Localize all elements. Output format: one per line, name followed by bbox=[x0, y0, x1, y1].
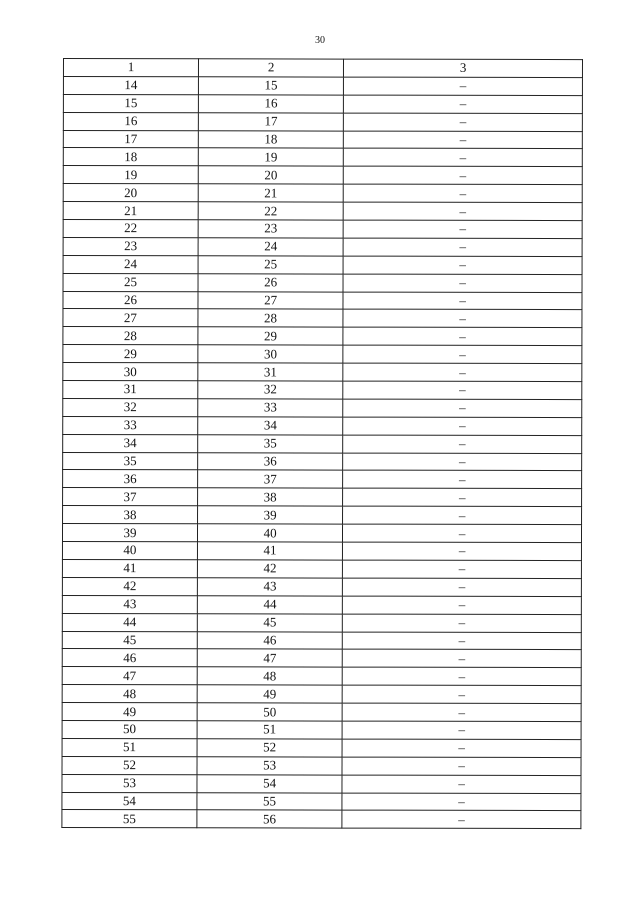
table-cell-col-2: 34 bbox=[198, 417, 343, 435]
table-row bbox=[63, 184, 582, 203]
table-cell-col-3: – bbox=[342, 667, 581, 685]
table-cell-col-3: – bbox=[342, 649, 581, 667]
table-row bbox=[63, 309, 582, 328]
table-cell-col-1: 53 bbox=[62, 774, 197, 792]
table-row bbox=[63, 291, 582, 310]
table-cell-col-1: 49 bbox=[62, 703, 197, 721]
table-cell-col-3: – bbox=[343, 327, 582, 345]
table-row bbox=[63, 381, 582, 400]
table-cell-col-1: 34 bbox=[63, 434, 198, 452]
table-cell-col-2: 45 bbox=[197, 613, 342, 631]
table-row bbox=[62, 685, 581, 704]
table-cell-col-2: 27 bbox=[198, 291, 343, 309]
header-cell-col-1: 1 bbox=[63, 59, 198, 77]
table-cell-col-2: 21 bbox=[198, 184, 343, 202]
table-cell-col-2: 42 bbox=[197, 560, 342, 578]
table-cell-col-1: 50 bbox=[62, 720, 197, 738]
table-cell-col-1: 19 bbox=[63, 166, 198, 184]
table-row bbox=[63, 94, 582, 113]
table-row bbox=[63, 363, 582, 382]
table-cell-col-1: 31 bbox=[63, 381, 198, 399]
table-cell-col-1: 37 bbox=[63, 488, 198, 506]
table-row bbox=[63, 452, 582, 471]
table-cell-col-1: 28 bbox=[63, 327, 198, 345]
table-cell-col-2: 44 bbox=[197, 596, 342, 614]
table-cell-col-3: – bbox=[343, 488, 582, 506]
table-row bbox=[62, 559, 581, 578]
table-row bbox=[62, 667, 581, 686]
table-header-row bbox=[63, 59, 582, 78]
table-row bbox=[63, 327, 582, 346]
table-cell-col-1: 26 bbox=[63, 291, 198, 309]
table-cell-col-3: – bbox=[342, 721, 581, 739]
table-cell-col-3: – bbox=[342, 703, 581, 721]
table-cell-col-3: – bbox=[343, 578, 582, 596]
table-cell-col-1: 39 bbox=[62, 524, 197, 542]
table-cell-col-3: – bbox=[343, 202, 582, 220]
table-cell-col-2: 22 bbox=[198, 202, 343, 220]
table-cell-col-2: 36 bbox=[198, 452, 343, 470]
table-cell-col-2: 17 bbox=[198, 112, 343, 130]
table-cell-col-3: – bbox=[343, 614, 582, 632]
table-cell-col-3: – bbox=[343, 310, 582, 328]
table-cell-col-2: 29 bbox=[198, 327, 343, 345]
table-row bbox=[62, 738, 581, 757]
header-cell-col-3: 3 bbox=[344, 59, 583, 77]
table-row bbox=[63, 506, 582, 525]
table-row bbox=[63, 434, 582, 453]
table-cell-col-1: 41 bbox=[62, 559, 197, 577]
table-cell-col-3: – bbox=[343, 238, 582, 256]
table-cell-col-2: 54 bbox=[197, 774, 342, 792]
header-cell-col-2: 2 bbox=[198, 59, 343, 77]
table-cell-col-3: – bbox=[343, 524, 582, 542]
table-cell-col-3: – bbox=[343, 166, 582, 184]
table-row bbox=[62, 792, 581, 811]
table-row bbox=[62, 774, 581, 793]
table-cell-col-3: – bbox=[343, 471, 582, 489]
table-cell-col-2: 25 bbox=[198, 256, 343, 274]
table-row bbox=[62, 703, 581, 722]
table-cell-col-3: – bbox=[343, 417, 582, 435]
table-cell-col-3: – bbox=[342, 739, 581, 757]
table-cell-col-2: 19 bbox=[198, 148, 343, 166]
table-row bbox=[63, 148, 582, 167]
page-number: 30 bbox=[315, 35, 325, 46]
table-cell-col-1: 14 bbox=[63, 76, 198, 94]
table-cell-col-3: – bbox=[343, 345, 582, 363]
table-cell-col-1: 55 bbox=[62, 810, 197, 828]
table-row bbox=[63, 130, 582, 149]
table-cell-col-3: – bbox=[342, 775, 581, 793]
table-row bbox=[62, 649, 581, 668]
table-cell-col-1: 46 bbox=[62, 649, 197, 667]
table-cell-col-1: 38 bbox=[63, 506, 198, 524]
table-cell-col-3: – bbox=[342, 810, 581, 828]
table-row bbox=[62, 613, 581, 632]
table-cell-col-1: 18 bbox=[63, 148, 198, 166]
table-cell-col-3: – bbox=[343, 632, 582, 650]
table-cell-col-3: – bbox=[342, 685, 581, 703]
table-row bbox=[63, 237, 582, 256]
table-cell-col-2: 51 bbox=[197, 721, 342, 739]
table-cell-col-1: 44 bbox=[62, 613, 197, 631]
table-cell-col-2: 56 bbox=[197, 810, 342, 828]
table-row bbox=[63, 273, 582, 292]
table-cell-col-3: – bbox=[342, 793, 581, 811]
table-cell-col-3: – bbox=[343, 506, 582, 524]
table-cell-col-2: 28 bbox=[198, 309, 343, 327]
table-cell-col-2: 15 bbox=[198, 77, 343, 95]
table-cell-col-2: 55 bbox=[197, 792, 342, 810]
table-cell-col-1: 43 bbox=[62, 595, 197, 613]
table-cell-col-3: – bbox=[344, 131, 583, 149]
table-cell-col-1: 47 bbox=[62, 667, 197, 685]
table-cell-col-3: – bbox=[343, 220, 582, 238]
table-cell-col-1: 42 bbox=[62, 577, 197, 595]
table-row bbox=[62, 542, 581, 561]
table-cell-col-2: 30 bbox=[198, 345, 343, 363]
table-cell-col-1: 54 bbox=[62, 792, 197, 810]
table-cell-col-3: – bbox=[344, 113, 583, 131]
table-row bbox=[63, 345, 582, 364]
table-row bbox=[62, 524, 581, 543]
table-cell-col-3: – bbox=[343, 274, 582, 292]
table-row bbox=[63, 488, 582, 507]
table-cell-col-2: 31 bbox=[198, 363, 343, 381]
table-row bbox=[63, 398, 582, 417]
table-cell-col-2: 52 bbox=[197, 739, 342, 757]
data-table bbox=[61, 58, 583, 829]
table-cell-col-2: 35 bbox=[198, 434, 343, 452]
table-cell-col-1: 40 bbox=[62, 542, 197, 560]
table-cell-col-3: – bbox=[343, 381, 582, 399]
table-cell-col-2: 49 bbox=[197, 685, 342, 703]
table-cell-col-3: – bbox=[343, 453, 582, 471]
table-cell-col-1: 20 bbox=[63, 184, 198, 202]
table-cell-col-2: 33 bbox=[198, 399, 343, 417]
table-cell-col-1: 27 bbox=[63, 309, 198, 327]
table-cell-col-1: 30 bbox=[63, 363, 198, 381]
table-cell-col-2: 46 bbox=[197, 631, 342, 649]
table-row bbox=[63, 220, 582, 239]
table-cell-col-2: 39 bbox=[197, 506, 342, 524]
table-cell-col-1: 36 bbox=[63, 470, 198, 488]
table-cell-col-2: 26 bbox=[198, 273, 343, 291]
table-cell-col-3: – bbox=[343, 256, 582, 274]
table-cell-col-1: 22 bbox=[63, 220, 198, 238]
table-row bbox=[62, 595, 581, 614]
table-cell-col-2: 38 bbox=[197, 488, 342, 506]
table-cell-col-2: 43 bbox=[197, 578, 342, 596]
table-cell-col-1: 33 bbox=[63, 416, 198, 434]
table-cell-col-1: 23 bbox=[63, 237, 198, 255]
table-cell-col-3: – bbox=[343, 596, 582, 614]
table-row bbox=[62, 756, 581, 775]
table-cell-col-1: 24 bbox=[63, 255, 198, 273]
table-cell-col-2: 20 bbox=[198, 166, 343, 184]
table-cell-col-3: – bbox=[342, 757, 581, 775]
table-cell-col-3: – bbox=[343, 560, 582, 578]
table-cell-col-1: 15 bbox=[63, 94, 198, 112]
table-cell-col-1: 17 bbox=[63, 130, 198, 148]
table-row bbox=[63, 112, 582, 131]
table-cell-col-3: – bbox=[343, 399, 582, 417]
table-cell-col-3: – bbox=[344, 149, 583, 167]
table-cell-col-1: 21 bbox=[63, 202, 198, 220]
table-cell-col-3: – bbox=[343, 363, 582, 381]
table-cell-col-1: 35 bbox=[63, 452, 198, 470]
table-cell-col-1: 32 bbox=[63, 398, 198, 416]
table-cell-col-2: 23 bbox=[198, 220, 343, 238]
table-cell-col-3: – bbox=[343, 542, 582, 560]
table-cell-col-2: 53 bbox=[197, 757, 342, 775]
table-row bbox=[62, 810, 581, 829]
table-row bbox=[62, 577, 581, 596]
table-cell-col-1: 52 bbox=[62, 756, 197, 774]
table-cell-col-2: 40 bbox=[197, 524, 342, 542]
table-row bbox=[63, 416, 582, 435]
table-cell-col-2: 47 bbox=[197, 649, 342, 667]
table-cell-col-3: – bbox=[344, 95, 583, 113]
table-cell-col-3: – bbox=[344, 77, 583, 95]
table-cell-col-2: 16 bbox=[198, 95, 343, 113]
table-body bbox=[62, 59, 583, 829]
table-cell-col-1: 48 bbox=[62, 685, 197, 703]
table-cell-col-1: 51 bbox=[62, 738, 197, 756]
table-cell-col-2: 24 bbox=[198, 238, 343, 256]
table-row bbox=[63, 166, 582, 185]
table-cell-col-2: 50 bbox=[197, 703, 342, 721]
table-cell-col-2: 41 bbox=[197, 542, 342, 560]
table-cell-col-2: 37 bbox=[198, 470, 343, 488]
table-cell-col-3: – bbox=[343, 435, 582, 453]
table-row bbox=[63, 202, 582, 221]
table-row bbox=[62, 631, 581, 650]
table-cell-col-1: 16 bbox=[63, 112, 198, 130]
table-cell-col-1: 25 bbox=[63, 273, 198, 291]
table-row bbox=[63, 470, 582, 489]
table-cell-col-1: 45 bbox=[62, 631, 197, 649]
table-row bbox=[62, 720, 581, 739]
table-cell-col-1: 29 bbox=[63, 345, 198, 363]
table-cell-col-2: 18 bbox=[198, 130, 343, 148]
table-row bbox=[63, 76, 582, 95]
table-cell-col-2: 48 bbox=[197, 667, 342, 685]
table-row bbox=[63, 255, 582, 274]
table-cell-col-2: 32 bbox=[198, 381, 343, 399]
table-cell-col-3: – bbox=[343, 184, 582, 202]
table-cell-col-3: – bbox=[343, 292, 582, 310]
